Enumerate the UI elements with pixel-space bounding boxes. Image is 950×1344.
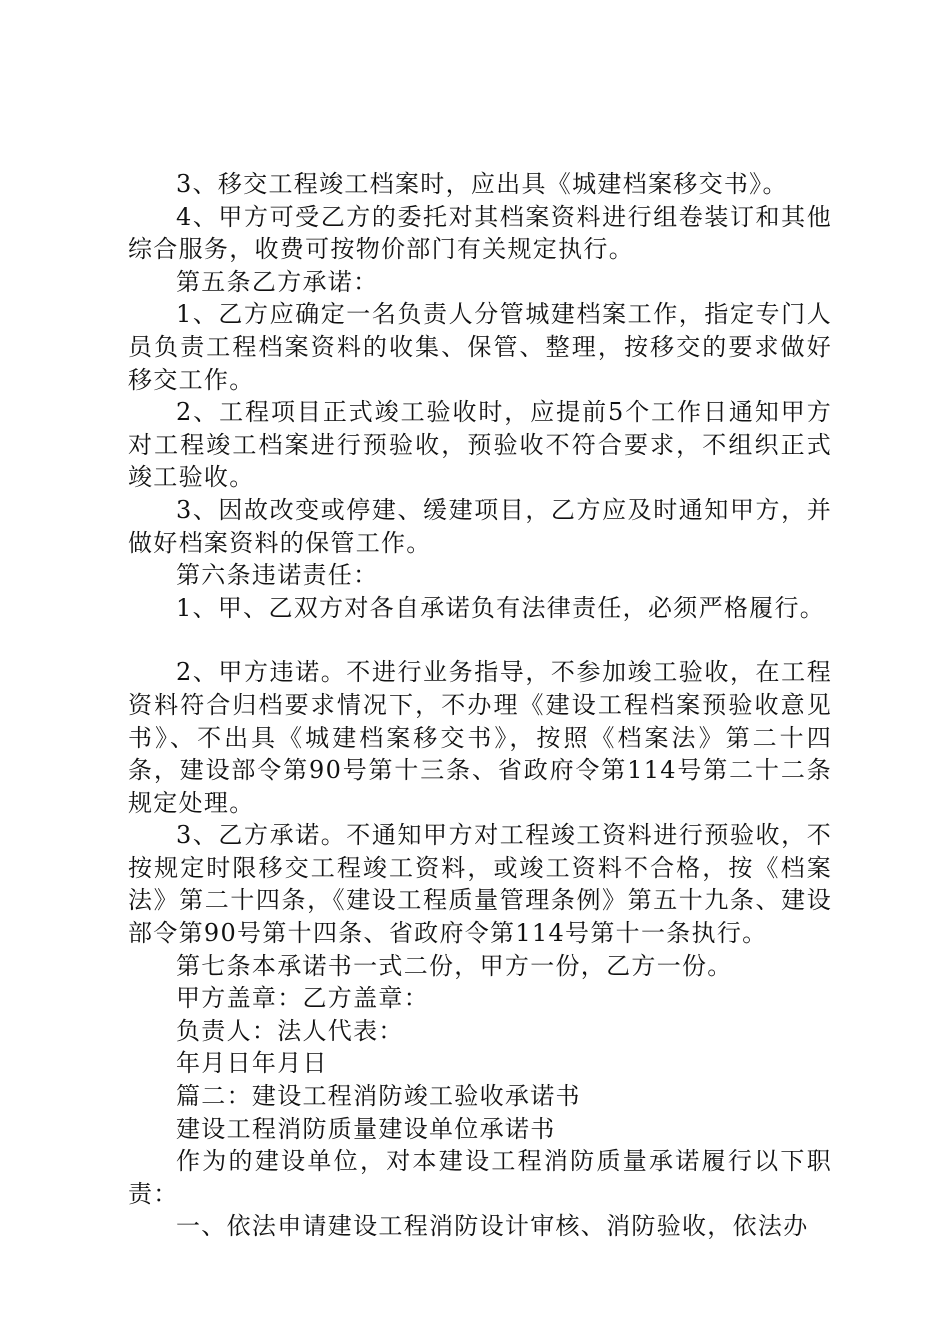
- paragraph-party-b-breach: 3、乙方承诺。不通知甲方对工程竣工资料进行预验收，不按规定时限移交工程竣工资料，或竣工资料不合格，按《档案法》第二十四条，《建设工程质量管理条例》第五十九条、建设部令第90号第十四条、省政府令第114号第十一条执行。: [128, 821, 832, 948]
- paragraph-handover-certificate: 3、移交工程竣工档案时，应出具《城建档案移交书》。: [176, 170, 788, 198]
- paragraph-project-changes: 3、因故改变或停建、缓建项目，乙方应及时通知甲方，并做好档案资料的保管工作。: [128, 495, 832, 557]
- signature-seals-line: 甲方盖章：乙方盖章：: [176, 984, 429, 1013]
- section-two-title: 篇二：建设工程消防竣工验收承诺书: [176, 1082, 581, 1111]
- paragraph-duty-one: 一、依法申请建设工程消防设计审核、消防验收，依法办: [176, 1212, 809, 1241]
- paragraph-responsible-person: 1、乙方应确定一名负责人分管城建档案工作，指定专门人员负责工程档案资料的收集、保管、整理，按移交的要求做好移交工作。: [128, 300, 832, 394]
- paragraph-legal-liability: 1、甲、乙双方对各自承诺负有法律责任，必须严格履行。: [176, 593, 826, 622]
- article-six-heading: 第六条违诺责任：: [176, 561, 379, 590]
- article-seven-copies: 第七条本承诺书一式二份，甲方一份，乙方一份。: [176, 951, 733, 980]
- paragraph-pre-acceptance-notice: 2、工程项目正式竣工验收时，应提前5个工作日通知甲方对工程竣工档案进行预验收，预验收不符合要求，不组织正式竣工验收。: [128, 398, 832, 492]
- paragraph-spacer: [128, 624, 832, 656]
- signature-persons-line: 负责人：法人代表：: [176, 1016, 404, 1045]
- document-body: [128, 168, 832, 1243]
- pledge-document-title: 建设工程消防质量建设单位承诺书: [176, 1114, 556, 1143]
- signature-dates-line: 年月日年月日: [176, 1049, 328, 1078]
- article-five-heading: 第五条乙方承诺：: [176, 267, 379, 296]
- paragraph-commissioned-services: 4、甲方可受乙方的委托对其档案资料进行组卷装订和其他综合服务，收费可按物价部门有关规定执行。: [128, 202, 832, 264]
- paragraph-duties-intro: 作为的建设单位，对本建设工程消防质量承诺履行以下职责：: [128, 1147, 832, 1208]
- paragraph-party-a-breach: 2、甲方违诺。不进行业务指导，不参加竣工验收，在工程资料符合归档要求情况下，不办理《建设工程档案预验收意见书》、不出具《城建档案移交书》，按照《档案法》第二十四条，建设部令第90号第十三条、省政府令第114号第二十二条规定处理。: [128, 658, 832, 817]
